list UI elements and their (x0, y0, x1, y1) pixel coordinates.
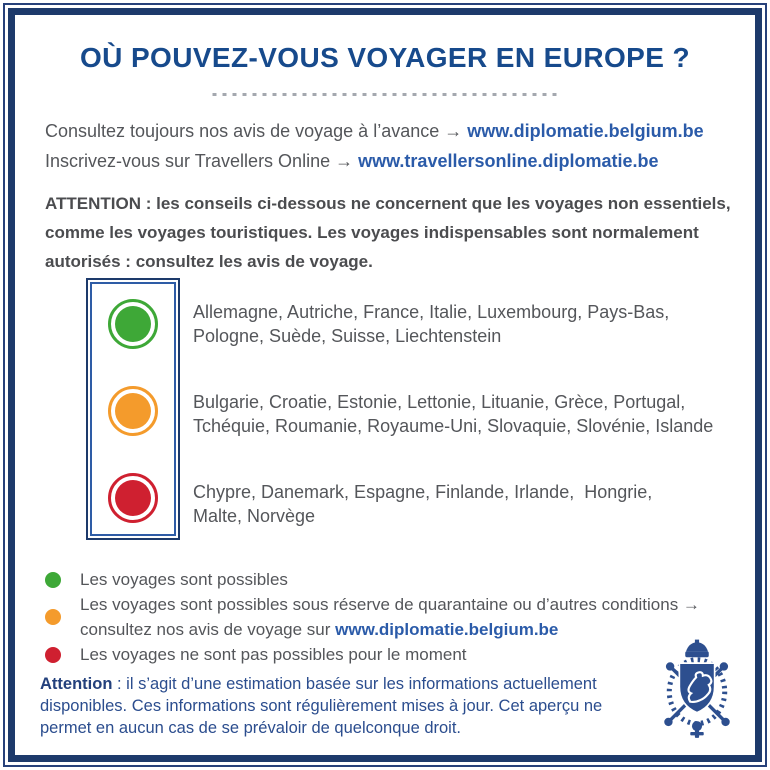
legend (45, 567, 700, 667)
disclaimer-line-3: permet en aucun cas de se prévaloir de quelconque droit. (40, 719, 462, 737)
red-countries-line-1: Chypre, Danemark, Espagne, Finlande, Irlande, Hongrie, (193, 482, 653, 502)
intro-paragraph (45, 116, 704, 176)
green-light-disc (115, 306, 151, 342)
orange-dot-icon (45, 609, 61, 625)
legend-orange-line-2-text: consultez nos avis de voyage sur (80, 620, 336, 639)
legend-orange-line-1: Les voyages sont possibles sous réserve de quarantaine ou d’autres conditions → (80, 595, 700, 614)
green-countries-line-2: Pologne, Suède, Suisse, Liechtenstein (193, 326, 502, 346)
red-countries-line-2: Malte, Norvège (193, 506, 316, 526)
green-dot-icon (45, 572, 61, 588)
green-countries (193, 300, 713, 348)
disclaimer-line-1-rest: : il s’agit d’une estimation basée sur les informations actuellement (112, 675, 597, 693)
warning-top-line-3: autorisés : consultez les avis de voyage. (45, 252, 373, 271)
red-light-disc (115, 480, 151, 516)
page-title: OÙ POUVEZ-VOUS VOYAGER EN EUROPE ? (79, 42, 690, 73)
intro-line-travellers-text: Inscrivez-vous sur Travellers Online → (45, 151, 359, 171)
traffic-light-box (86, 278, 180, 540)
traffic-light-section (86, 278, 713, 540)
legend-diplomatie-link[interactable]: www.diplomatie.belgium.be (335, 620, 559, 639)
disclaimer (40, 673, 640, 739)
intro-line-advice (45, 116, 704, 146)
orange-light-icon (108, 386, 158, 436)
red-light-icon (108, 473, 158, 523)
intro-line-advice-text: Consultez toujours nos avis de voyage à l’avance → (45, 121, 468, 141)
orange-countries (193, 390, 713, 438)
green-light-icon (108, 299, 158, 349)
legend-row-red (45, 642, 700, 667)
green-countries-line-1: Allemagne, Autriche, France, Italie, Luxembourg, Pays-Bas, (193, 302, 670, 322)
dashed-separator (213, 93, 558, 96)
legend-row-green (45, 567, 700, 592)
orange-countries-line-2: Tchéquie, Roumanie, Royaume-Uni, Slovaquie, Slovénie, Islande (193, 416, 714, 436)
country-lists (193, 278, 713, 540)
orange-light-disc (115, 393, 151, 429)
diplomatie-link[interactable]: www.diplomatie.belgium.be (467, 121, 704, 141)
belgian-coat-of-arms-icon (655, 639, 739, 741)
warning-top-line-2: comme les voyages touristiques. Les voyages indispensables sont normalement (45, 223, 699, 242)
red-countries (193, 480, 713, 528)
legend-row-orange (45, 592, 700, 642)
poster-content (15, 15, 755, 755)
legend-red-label: Les voyages ne sont pas possibles pour le moment (80, 645, 467, 664)
orange-countries-line-1: Bulgarie, Croatie, Estonie, Lettonie, Lituanie, Grèce, Portugal, (193, 392, 686, 412)
disclaimer-lead: Attention (40, 675, 113, 693)
disclaimer-line-2: disponibles. Ces informations sont régulièrement mises à jour. Cet aperçu ne (40, 697, 603, 715)
intro-line-travellers (45, 146, 704, 176)
disclaimer-line-1 (40, 673, 640, 695)
warning-essential-travel (45, 189, 731, 276)
red-dot-icon (45, 647, 61, 663)
warning-top-line-1: ATTENTION : les conseils ci-dessous ne concernent que les voyages non essentiels, (45, 194, 731, 213)
travellersonline-link[interactable]: www.travellersonline.diplomatie.be (358, 151, 659, 171)
legend-orange-line-2 (80, 617, 700, 642)
legend-green-label: Les voyages sont possibles (80, 570, 288, 589)
